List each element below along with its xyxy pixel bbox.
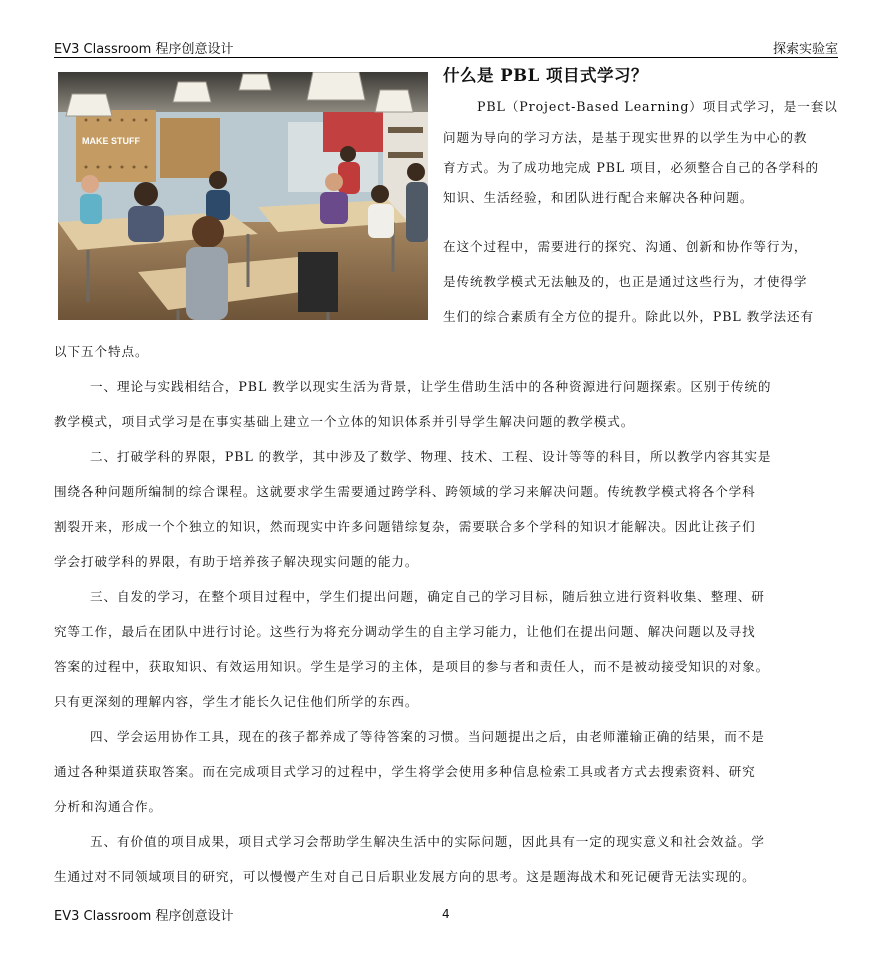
page-header	[54, 38, 838, 56]
point-5-line: 五、有价值的项目成果，项目式学习会帮助学生解决生活中的实际问题，因此具有一定的现实意义和社会效益。学	[90, 834, 765, 849]
point-2-line: 学会打破学科的界限，有助于培养孩子解决现实问题的能力。	[54, 554, 419, 569]
intro-line: 育方式。为了成功地完成 PBL 项目，必须整合自己的各学科的	[443, 160, 819, 175]
footer-left-text: EV3 Classroom 程序创意设计	[54, 909, 234, 924]
process-line: 在这个过程中，需要进行的探究、沟通、创新和协作等行为，	[443, 239, 808, 254]
point-3-line: 只有更深刻的理解内容，学生才能长久记住他们所学的东西。	[54, 694, 419, 709]
section-title: 什么是 PBL 项目式学习？	[443, 66, 648, 85]
page-footer	[54, 905, 838, 923]
point-3-line: 究等工作，最后在团队中进行讨论。这些行为将充分调动学生的自主学习能力，让他们在提出问题、解决问题以及寻找	[54, 624, 756, 639]
header-left-text: EV3 Classroom 程序创意设计	[54, 42, 234, 57]
point-3-line: 答案的过程中，获取知识、有效运用知识。学生是学习的主体，是项目的参与者和责任人，而不是被动接受知识的对象。	[54, 659, 770, 674]
intro-line: 问题为导向的学习方法，是基于现实世界的以学生为中心的教	[443, 130, 808, 145]
classroom-illustration	[58, 72, 428, 320]
process-line: 生们的综合素质有全方位的提升。除此以外，PBL 教学法还有	[443, 309, 815, 324]
point-1-line: 教学模式，项目式学习是在事实基础上建立一个立体的知识体系并引导学生解决问题的教学模式。	[54, 414, 635, 429]
page-number: 4	[442, 907, 450, 921]
point-4-line: 通过各种渠道获取答案。而在完成项目式学习的过程中，学生将学会使用多种信息检索工具或者方式去搜索资料、研究	[54, 764, 756, 779]
process-tail: 以下五个特点。	[54, 344, 149, 359]
sign-text: MAKE STUFF	[82, 136, 140, 146]
point-2-line: 围绕各种问题所编制的综合课程。这就要求学生需要通过跨学科、跨领域的学习来解决问题。传统教学模式将各个学科	[54, 484, 756, 499]
point-4-line: 四、学会运用协作工具，现在的孩子都养成了等待答案的习惯。当问题提出之后，由老师灌输正确的结果，而不是	[90, 729, 765, 744]
process-line: 是传统教学模式无法触及的，也正是通过这些行为，才使得学	[443, 274, 808, 289]
point-4-line: 分析和沟通合作。	[54, 799, 162, 814]
point-5-line: 生通过对不同领域项目的研究，可以慢慢产生对自己日后职业发展方向的思考。这是题海战术和死记硬背无法实现的。	[54, 869, 756, 884]
intro-line: 知识、生活经验，和团队进行配合来解决各种问题。	[443, 190, 754, 205]
header-rule	[54, 57, 838, 58]
classroom-photo	[58, 72, 428, 320]
intro-line: PBL（Project-Based Learning）项目式学习，是一套以	[477, 99, 838, 114]
header-right-text: 探索实验室	[772, 42, 838, 57]
point-1-line: 一、理论与实践相结合，PBL 教学以现实生活为背景，让学生借助生活中的各种资源进行问题探索。区别于传统的	[90, 379, 772, 394]
point-2-line: 二、打破学科的界限，PBL 的教学，其中涉及了数学、物理、技术、工程、设计等等的科目，所以教学内容其实是	[90, 449, 772, 464]
point-2-line: 割裂开来，形成一个个独立的知识，然而现实中许多问题错综复杂，需要联合多个学科的知识才能解决。因此让孩子们	[54, 519, 756, 534]
point-3-line: 三、自发的学习，在整个项目过程中，学生们提出问题，确定自己的学习目标，随后独立进行资料收集、整理、研	[90, 589, 765, 604]
